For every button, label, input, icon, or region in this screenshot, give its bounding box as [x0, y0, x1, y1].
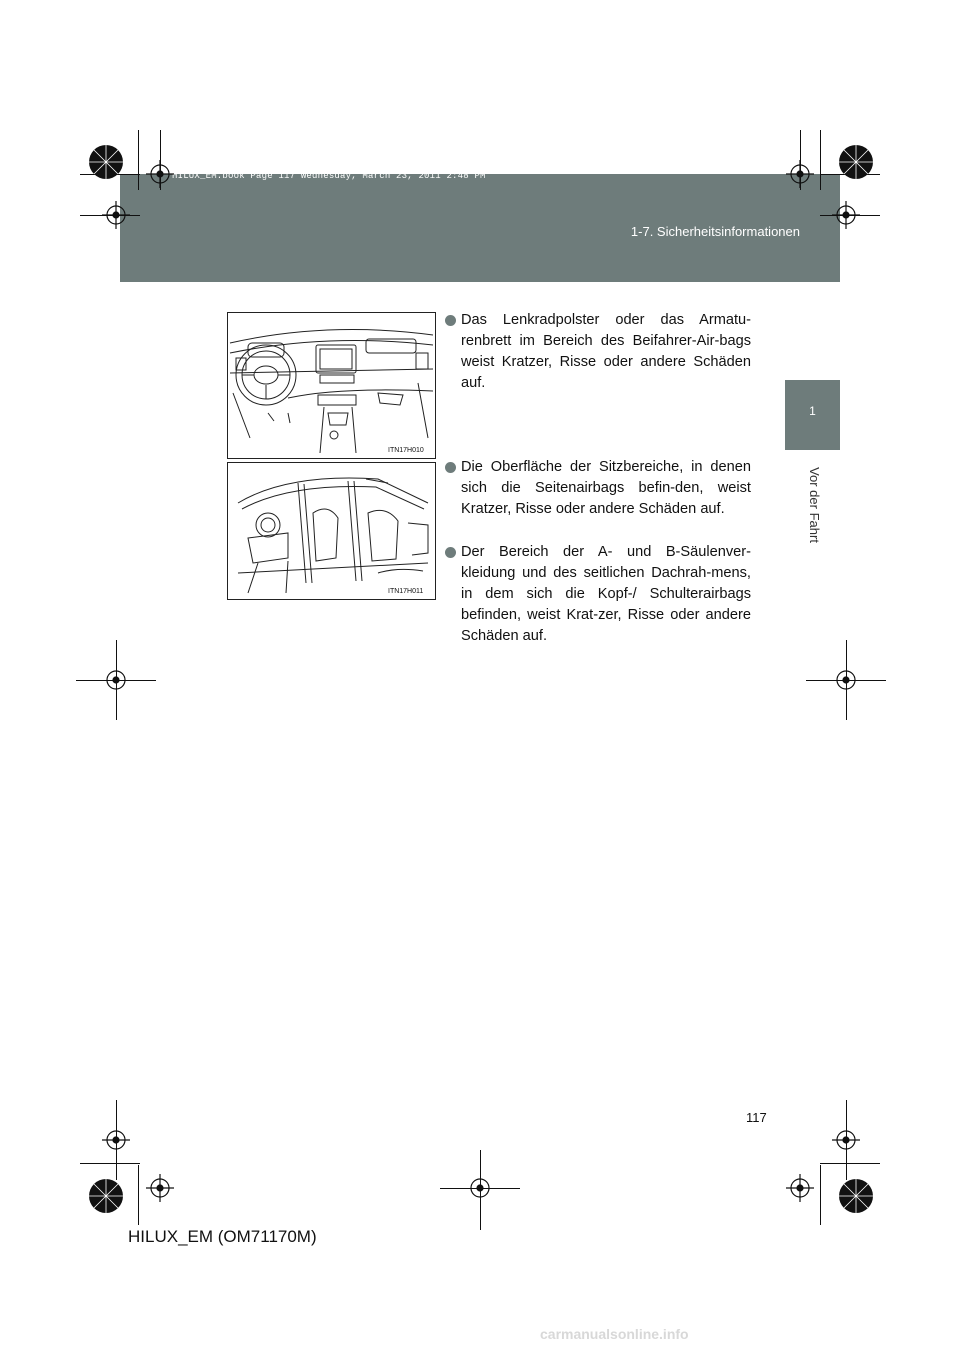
bullet-text: Der Bereich der A- und B-Säulenver-kleidung und des seitlichen Dachrah-mens, in dem sich die Kopf-/ Schulterairbags befinden, weist Krat-zer, Risse oder andere Schäden auf. — [461, 544, 751, 644]
crosshair-icon — [837, 671, 855, 689]
figure-code-1: ITN17H010 — [388, 447, 424, 454]
crosshair-icon — [146, 1174, 174, 1202]
footer-code: HILUX_EM (OM71170M) — [128, 1227, 317, 1246]
crosshair-icon — [786, 160, 814, 188]
chapter-title: Vor der Fahrt — [807, 467, 822, 543]
crosshair-icon — [102, 201, 130, 229]
crosshair-icon — [471, 1179, 489, 1197]
bullet-text: Das Lenkradpolster oder das Armatu-renbrett im Bereich des Beifahrer-Air-bags weist Kratzer, Risse oder andere Schäden auf. — [461, 312, 751, 391]
page-number: 117 — [746, 1110, 767, 1125]
crosshair-icon — [832, 201, 860, 229]
watermark: carmanualsonline.info — [540, 1326, 689, 1342]
bullet-text: Die Oberfläche der Sitzbereiche, in denen sich die Seitenairbags befin-den, weist Kratzer, Risse oder andere Schäden auf. — [461, 459, 751, 517]
figure-code-2: ITN17H011 — [388, 588, 424, 595]
crosshair-icon — [107, 671, 125, 689]
chapter-number: 1 — [809, 404, 816, 418]
crosshair-icon — [102, 1131, 130, 1149]
crosshair-icon — [832, 1131, 860, 1149]
section-title: 1-7. Sicherheitsinformationen — [630, 224, 800, 239]
book-stamp: HILUX_EM.book Page 117 Wednesday, March 23, 2011 2:48 PM — [172, 171, 486, 181]
crosshair-icon — [786, 1174, 814, 1202]
crosshair-icon — [146, 160, 174, 188]
